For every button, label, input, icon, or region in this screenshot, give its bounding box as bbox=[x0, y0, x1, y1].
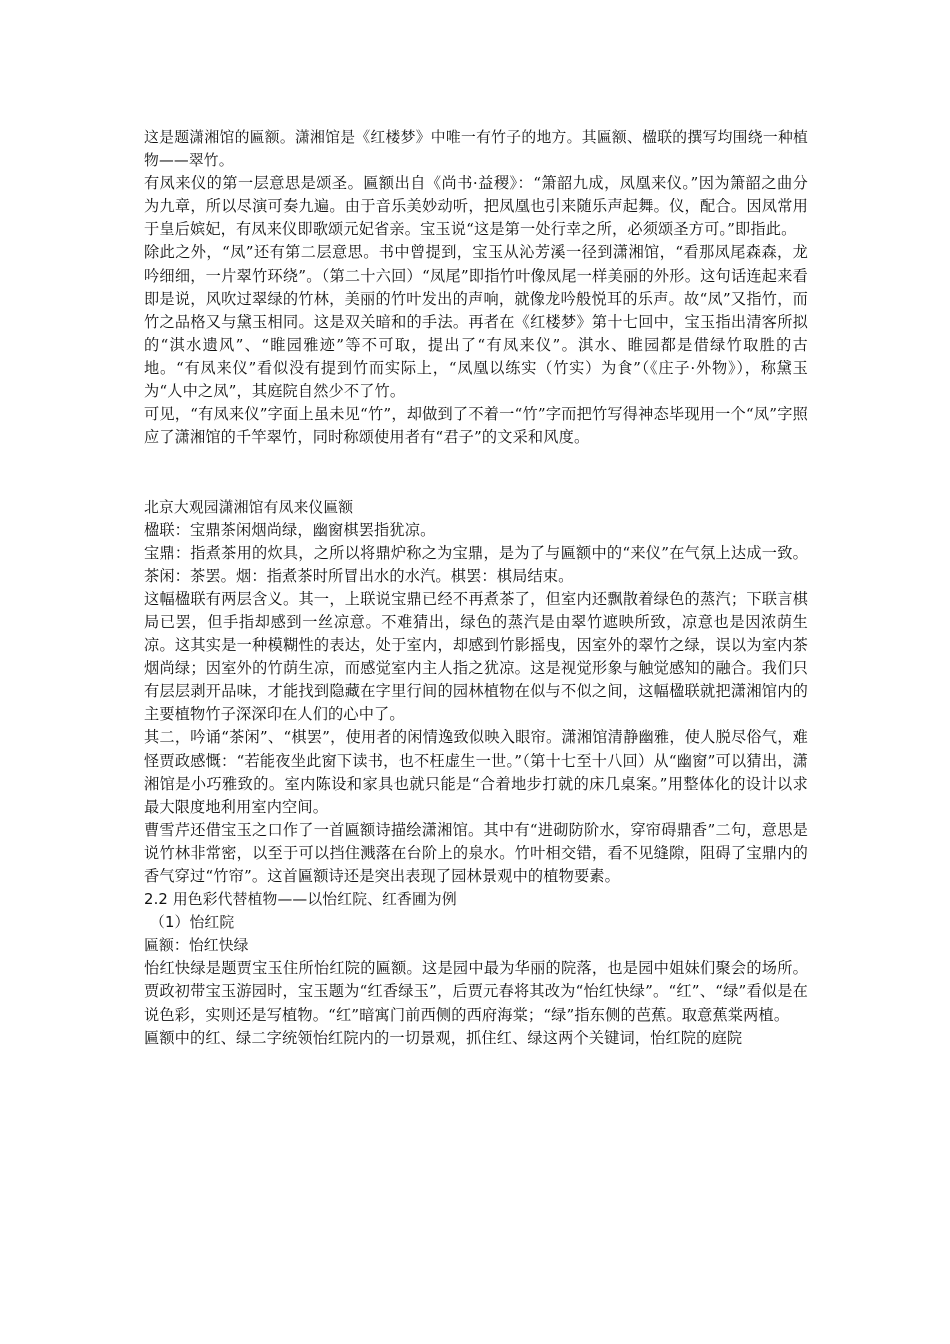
paragraph-first-meaning: 有凤来仪的第一层意思是颂圣。匾额出自《尚书·益稷》：“箫韶九成，凤凰来仪。”因为箫韶之曲分为九章，所以尽演可奏九遍。由于音乐美妙动听，把凤凰也引来随乐声起舞。仪，配合。因凤常用于皇后嫔妃，有凤来仪即歌颂元妃省亲。宝玉说“这是第一处行幸之所，必须颂圣方可。”即指此。 bbox=[144, 174, 808, 239]
paragraph-yihong-kuailv: 怡红快绿是题贾宝玉住所怡红院的匾额。这是园中最为华丽的院落，也是园中姐妹们聚会的场所。贾政初带宝玉游园时，宝玉题为“红香绿玉”，后贾元春将其改为“怡红快绿”。“红”、“绿”看似是在说色彩，实则还是写植物。“红”暗寓门前西侧的西府海棠；“绿”指东侧的芭蕉。取意蕉棠两植。 bbox=[144, 959, 808, 1024]
caption-plaque: 北京大观园潇湘馆有凤来仪匾额 bbox=[144, 498, 354, 516]
paragraph-xiaoxiang-intro: 这是题潇湘馆的匾额。潇湘馆是《红楼梦》中唯一有竹子的地方。其匾额、楹联的撰写均围绕一种植物——翠竹。 bbox=[144, 129, 808, 170]
section-heading-2-2: 2.2 用色彩代替植物——以怡红院、红香圃为例 bbox=[144, 891, 457, 909]
paragraph-red-green: 匾额中的红、绿二字统领怡红院内的一切景观，抓住红、绿这两个关键词，怡红院的庭院 bbox=[144, 1028, 743, 1047]
subsection-yihong-yuan: （1）怡红院 bbox=[150, 914, 235, 932]
plaque-label: 匾额：怡红快绿 bbox=[144, 937, 249, 955]
blank-spacer bbox=[144, 449, 808, 495]
document-page bbox=[144, 126, 808, 1050]
paragraph-couplet-meaning-one: 这幅楹联有两层含义。其一，上联说宝鼎已经不再煮茶了，但室内还飘散着绿色的蒸汽；下联言棋局已罢，但手指却感到一丝凉意。不难猜出，绿色的蒸汽是由翠竹遮映所致，凉意也是因浓荫生凉。这其实是一种模糊性的表达，处于室内，却感到竹影摇曳，因室外的翠竹之绿，误以为室内茶烟尚绿；因室外的竹荫生凉，而感觉室内主人指之犹凉。这是视觉形象与触觉感知的融合。我们只有层层剥开品味，才能找到隐藏在字里行间的园林植物在似与不似之间，这幅楹联就把潇湘馆内的主要植物竹子深深印在人们的心中了。 bbox=[144, 589, 808, 724]
paragraph-plaque-poem: 曹雪芹还借宝玉之口作了一首匾额诗描绘潇湘馆。其中有“进砌防阶水，穿帘碍鼎香”二句，意思是说竹林非常密，以至于可以挡住溅落在台阶上的泉水。竹叶相交错，看不见缝隙，阻碍了宝鼎内的香气穿过“竹帘”。这首匾额诗还是突出表现了园林景观中的植物要素。 bbox=[144, 820, 808, 885]
paragraph-second-meaning: 除此之外，“凤”还有第二层意思。书中曾提到，宝玉从沁芳溪一径到潇湘馆，“看那凤尾森森，龙吟细细，一片翠竹环绕”。（第二十六回）“凤尾”即指竹叶像凤尾一样美丽的外形。这句话连起来看即是说，风吹过翠绿的竹林，美丽的竹叶发出的声响，就像龙吟般悦耳的乐声。故“凤”又指竹，而竹之品格又与黛玉相同。这是双关暗和的手法。再者在《红楼梦》第十七回中，宝玉指出清客所拟的“淇水遗风”、“睢园雅迹”等不可取，提出了“有凤来仪”。淇水、睢园都是借绿竹取胜的古地。“有凤来仪”看似没有提到竹而实际上，“凤凰以练实（竹实）为食”（《庄子·外物》），称黛玉为“人中之凤”，其庭院自然少不了竹。 bbox=[144, 243, 808, 401]
paragraph-couplet-gloss: 宝鼎：指煮茶用的炊具，之所以将鼎炉称之为宝鼎，是为了与匾额中的“来仪”在气氛上达成一致。茶闲：茶罢。烟：指煮茶时所冒出水的水汽。棋罢：棋局结束。 bbox=[144, 543, 808, 585]
paragraph-couplet: 楹联：宝鼎茶闲烟尚绿，幽窗棋罢指犹凉。 bbox=[144, 520, 436, 539]
paragraph-conclusion: 可见，“有凤来仪”字面上虽未见“竹”，却做到了不着一“竹”字而把竹写得神态毕现用一个“凤”字照应了潇湘馆的千竿翠竹，同时称颂使用者有“君子”的文采和风度。 bbox=[144, 405, 808, 447]
paragraph-couplet-meaning-two: 其二，吟诵“茶闲”、“棋罢”，使用者的闲情逸致似映入眼帘。潇湘馆清静幽雅，使人脱尽俗气，难怪贾政感慨：“若能夜坐此窗下读书，也不枉虚生一世。”（第十七至十八回）从“幽窗”可以猜出，潇湘馆是小巧雅致的。室内陈设和家具也就只能是“合着地步打就的床几桌案。”用整体化的设计以求最大限度地利用室内空间。 bbox=[144, 728, 808, 816]
